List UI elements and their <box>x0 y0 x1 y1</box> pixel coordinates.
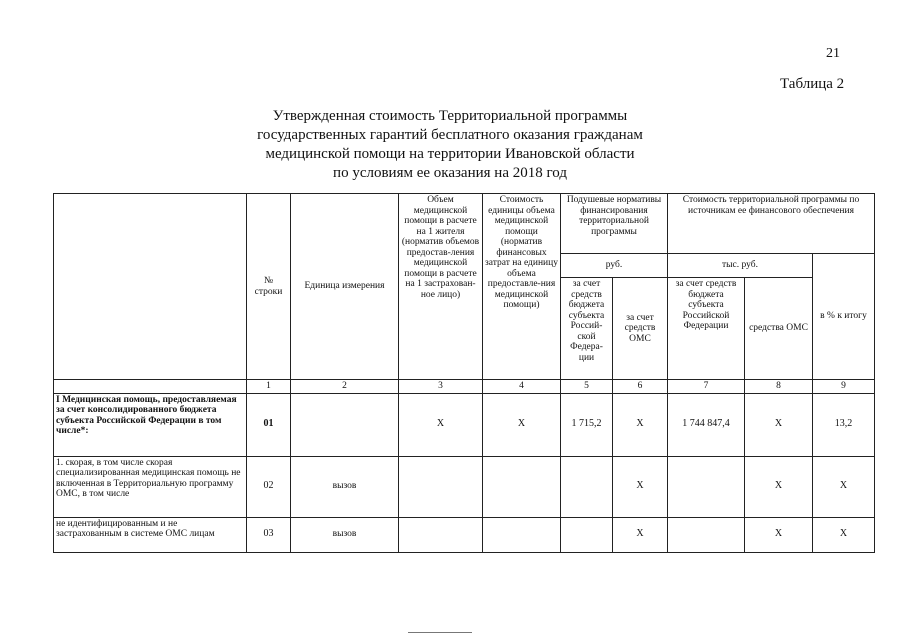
row-code: 02 <box>247 456 291 517</box>
header-unit-cost: Стоимость единицы объема медицинской помощи (норматив финансовых затрат на единицу объема предоставле-ния медицинской помощи) <box>483 194 561 380</box>
header-volume: Объем медицинской помощи в расчете на 1 жителя (норматив объемов предостав-ления медицинской помощи в расчете на 1 застрахован-ное лицо) <box>399 194 483 380</box>
header-per-capita: Подушевые нормативы финансирования территориальной программы <box>561 194 668 254</box>
header-unit: Единица измерения <box>291 194 399 380</box>
row-unit-cost <box>483 456 561 517</box>
row-budget-per-capita <box>561 517 613 552</box>
row-oms-per-capita: X <box>613 517 668 552</box>
row-oms-per-capita: X <box>613 456 668 517</box>
row-budget-cost: 1 744 847,4 <box>668 393 745 456</box>
row-name: I Медицинская помощь, предоставляемая за счет консолидированного бюджета субъекта Российской Федерации в том числе*: <box>54 393 247 456</box>
column-numbers-row <box>54 380 875 394</box>
header-rub: руб. <box>561 254 668 278</box>
header-budget-funds: за счет средств бюджета субъекта Россий-ской Федера-ции <box>561 278 613 380</box>
row-budget-cost <box>668 456 745 517</box>
column-number: 4 <box>483 380 561 394</box>
column-number: 9 <box>813 380 875 394</box>
header-name-cell <box>54 194 247 380</box>
title-line: медицинской помощи на территории Ивановской области <box>265 146 635 162</box>
column-number: 6 <box>613 380 668 394</box>
column-number: 5 <box>561 380 613 394</box>
row-volume: X <box>399 393 483 456</box>
row-oms-cost: X <box>745 456 813 517</box>
table-row <box>54 456 875 517</box>
row-budget-per-capita <box>561 456 613 517</box>
table-row <box>54 393 875 456</box>
row-code: 03 <box>247 517 291 552</box>
header-program-cost: Стоимость территориальной программы по источникам ее финансового обеспечения <box>668 194 875 254</box>
title-line: по условиям ее оказания на 2018 год <box>333 165 567 181</box>
row-oms-cost: X <box>745 517 813 552</box>
column-number: 8 <box>745 380 813 394</box>
column-number: 7 <box>668 380 745 394</box>
header-budget-funds-cost: за счет средств бюджета субъекта Российской Федерации <box>668 278 745 380</box>
row-volume <box>399 517 483 552</box>
title-line: государственных гарантий бесплатного оказания гражданам <box>257 127 643 143</box>
row-budget-per-capita: 1 715,2 <box>561 393 613 456</box>
row-unit <box>291 393 399 456</box>
table-label: Таблица 2 <box>780 76 845 92</box>
column-number <box>54 380 247 394</box>
row-unit: вызов <box>291 456 399 517</box>
row-unit-cost: X <box>483 393 561 456</box>
row-name: 1. скорая, в том числе скорая специализированная медицинская помощь не включенная в Территориальную программу ОМС, в том числе <box>54 456 247 517</box>
row-budget-cost <box>668 517 745 552</box>
header-thous-rub: тыс. руб. <box>668 254 813 278</box>
row-percent: X <box>813 517 875 552</box>
document-title <box>190 107 710 183</box>
table-row <box>54 517 875 552</box>
row-name: не идентифицированным и не застрахованным в системе ОМС лицам <box>54 517 247 552</box>
row-code: 01 <box>247 393 291 456</box>
header-oms-cost: средства ОМС <box>745 278 813 380</box>
row-percent: 13,2 <box>813 393 875 456</box>
page-number: 21 <box>826 46 840 61</box>
row-oms-cost: X <box>745 393 813 456</box>
header-oms-funds: за счет средств ОМС <box>613 278 668 380</box>
footer-divider <box>408 632 472 633</box>
row-unit-cost <box>483 517 561 552</box>
title-line: Утвержденная стоимость Территориальной программы <box>272 108 628 124</box>
row-percent: X <box>813 456 875 517</box>
row-oms-per-capita: X <box>613 393 668 456</box>
column-number: 1 <box>247 380 291 394</box>
cost-table <box>53 193 875 553</box>
column-number: 2 <box>291 380 399 394</box>
row-unit: вызов <box>291 517 399 552</box>
row-volume <box>399 456 483 517</box>
header-percent-total: в % к итогу <box>813 254 875 380</box>
column-number: 3 <box>399 380 483 394</box>
header-row-number: № строки <box>247 194 291 380</box>
